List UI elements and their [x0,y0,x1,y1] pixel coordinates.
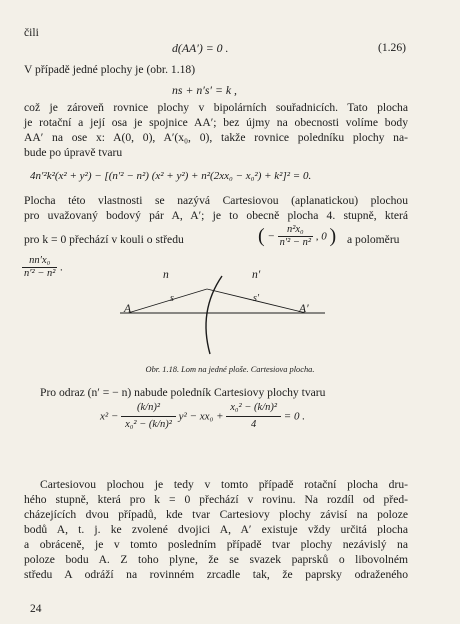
paragraph-line: hého stupně, která pro k = 0 přechází v rovinu. Na rozdíl od před- [24,493,408,506]
page-number: 24 [30,603,42,615]
equation-number: (1.26) [378,41,407,54]
figure-label-n-prime: n′ [252,268,261,281]
reflection-right-fraction: $\frac{\text{x₀² − (k/n)²}}{4}$ [226,400,281,433]
equation-1-26: d(AA′) = 0 . [172,41,229,55]
radius-fraction: $\frac{\text{nn′x₀}}{\text{n′² − n²}}$ [24,255,56,279]
paragraph-line: cházejících dvou případů, kde tvar Cartesiovy plochy závisí na poloze [24,508,408,521]
equation-plane: ns + n′s′ = k , [172,83,237,97]
paragraph-line: AA′ na ose x: A(0, 0), A′(x₀, 0), takže rovnice poledníku plochy na- [24,131,408,144]
paragraph-line: středu A odráží na rovinném zrcadle tak, že paprsky odraženého [24,568,408,581]
figure-label-A: A [124,302,132,315]
line-cili: čili [24,26,39,39]
radius-fraction-block: $\frac{\text{nn′x₀}}{\text{n′² − n²}}$ . [24,255,63,279]
paragraph-line: bude po úpravě tvaru [24,146,123,159]
sphere-line-start: pro k = 0 přechází v kouli o středu [24,233,184,246]
refracting-surface [206,276,222,354]
center-fraction: $\frac{\text{n²x₀}}{\text{n′² − n²}}$ [279,224,312,248]
equation-reflection: x² − $\frac{\text{(k/n)²}}{\text{x₀² − (k/n)²}}$ y² − xx₀ + $\frac{\text{x₀² − (k/n)²}}{4}$ = 0 . [100,400,305,433]
sphere-center: ( − $\frac{\text{n²x₀}}{\text{n′² − n²}}$ , 0 ) [258,224,337,248]
ray-left [128,289,207,313]
paragraph-line: bodů A, t. j. ke zvolené dvojici A, A′ existuje vždy určitá plocha [24,523,408,536]
figure-caption: Obr. 1.18. Lom na jedné ploše. Cartesiova plocha. [145,365,315,374]
plane-intro-line: V případě jedné plochy je (obr. 1.18) [24,63,196,76]
sphere-line-end: a poloměru [347,233,400,246]
figure-label-n: n [163,268,169,281]
figure-label-s: s [170,293,174,304]
reflection-line: Pro odraz (n′ = − n) nabude poledník Cartesiovy plochy tvaru [40,386,326,399]
equation-meridian: 4n′²k²(x² + y²) − [(n′² − n²) (x² + y²) + n²(2xx₀ − x₀²) + k²]² = 0. [30,170,312,182]
paragraph-line: pro uvažovaný bodový pár A, A′; je to obecně plocha 4. stupně, která [24,209,408,222]
paragraph-line: poloze bodu A. Z toho plyne, že se svazek paprsků o libovolném [24,553,408,566]
figure-label-A-prime: A′ [299,302,309,315]
figure-label-s-prime: s′ [253,293,260,304]
paragraph-line: což je zároveň rovnice plochy v bipolárních souřadnicích. Tato plocha [24,101,408,114]
paragraph-line: a obráceně, je v tomto posledním případě tvar plochy nezávislý na [24,538,408,551]
paragraph-line: Cartesiovou plochou je tedy v tomto případě rotační plocha dru- [40,478,408,491]
reflection-left-fraction: $\frac{\text{(k/n)²}}{\text{x₀² − (k/n)²}}$ [121,400,176,433]
paragraph-line: je rotační a její osa je spojnice AA′; bez újmy na obecnosti volíme body [24,116,408,129]
paragraph-line: Plocha této vlastnosti se nazývá Cartesiovou (aplanatickou) plochou [24,194,408,207]
